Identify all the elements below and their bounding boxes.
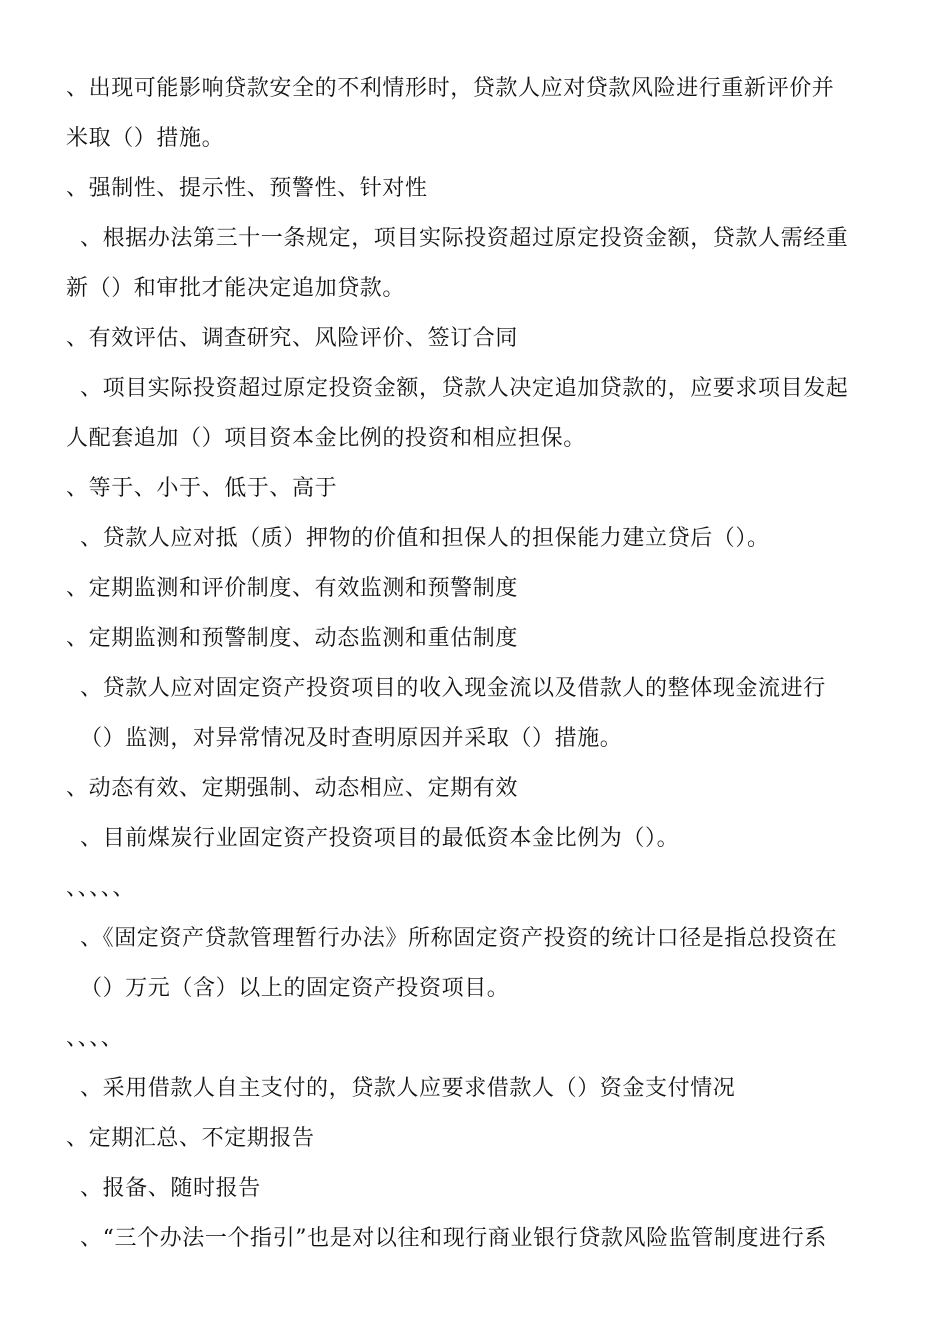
- answer-option-line: 、动态有效、定期强制、动态相应、定期有效: [66, 776, 519, 801]
- answer-option-line: 、有效评估、调查研究、风险评价、签订合同: [66, 326, 519, 351]
- question-line: 、采用借款人自主支付的，贷款人应要求借款人（）资金支付情况: [80, 1076, 736, 1101]
- question-line: 、贷款人应对抵（质）押物的价值和担保人的担保能力建立贷后（）。: [80, 526, 770, 551]
- answer-option-line: 、、、、、: [66, 876, 136, 901]
- question-line: 、贷款人应对固定资产投资项目的收入现金流以及借款人的整体现金流进行: [80, 676, 826, 701]
- question-line: 新（）和审批才能决定追加贷款。: [66, 276, 406, 301]
- answer-option-line: 、定期监测和评价制度、有效监测和预警制度: [66, 576, 519, 601]
- question-line: （）监测，对异常情况及时查明原因并采取（）措施。: [80, 726, 623, 751]
- answer-option-line: 、强制性、提示性、预警性、针对性: [66, 176, 428, 201]
- question-line: 、根据办法第三十一条规定，项目实际投资超过原定投资金额，贷款人需经重: [80, 226, 849, 251]
- question-line: 、“三个办法一个指引”也是对以往和现行商业银行贷款风险监管制度进行系: [80, 1226, 827, 1251]
- answer-option-line: 、、、、: [66, 1026, 124, 1051]
- question-line: 、《固定资产贷款管理暂行办法》所称固定资产投资的统计口径是指总投资在: [80, 926, 838, 951]
- answer-option-line: 、等于、小于、低于、高于: [66, 476, 338, 501]
- question-line: 人配套追加（）项目资本金比例的投资和相应担保。: [66, 426, 586, 451]
- question-line: 米取（）措施。: [66, 126, 225, 151]
- answer-option-line: 、报备、随时报告: [80, 1176, 261, 1201]
- question-line: 、出现可能影响贷款安全的不利情形时，贷款人应对贷款风险进行重新评价并: [66, 76, 835, 101]
- answer-option-line: 、定期监测和预警制度、动态监测和重估制度: [66, 626, 519, 651]
- answer-option-line: 、定期汇总、不定期报告: [66, 1126, 315, 1151]
- question-line: （）万元（含）以上的固定资产投资项目。: [80, 976, 510, 1001]
- question-line: 、目前煤炭行业固定资产投资项目的最低资本金比例为（）。: [80, 826, 680, 851]
- question-line: 、项目实际投资超过原定投资金额，贷款人决定追加贷款的，应要求项目发起: [80, 376, 849, 401]
